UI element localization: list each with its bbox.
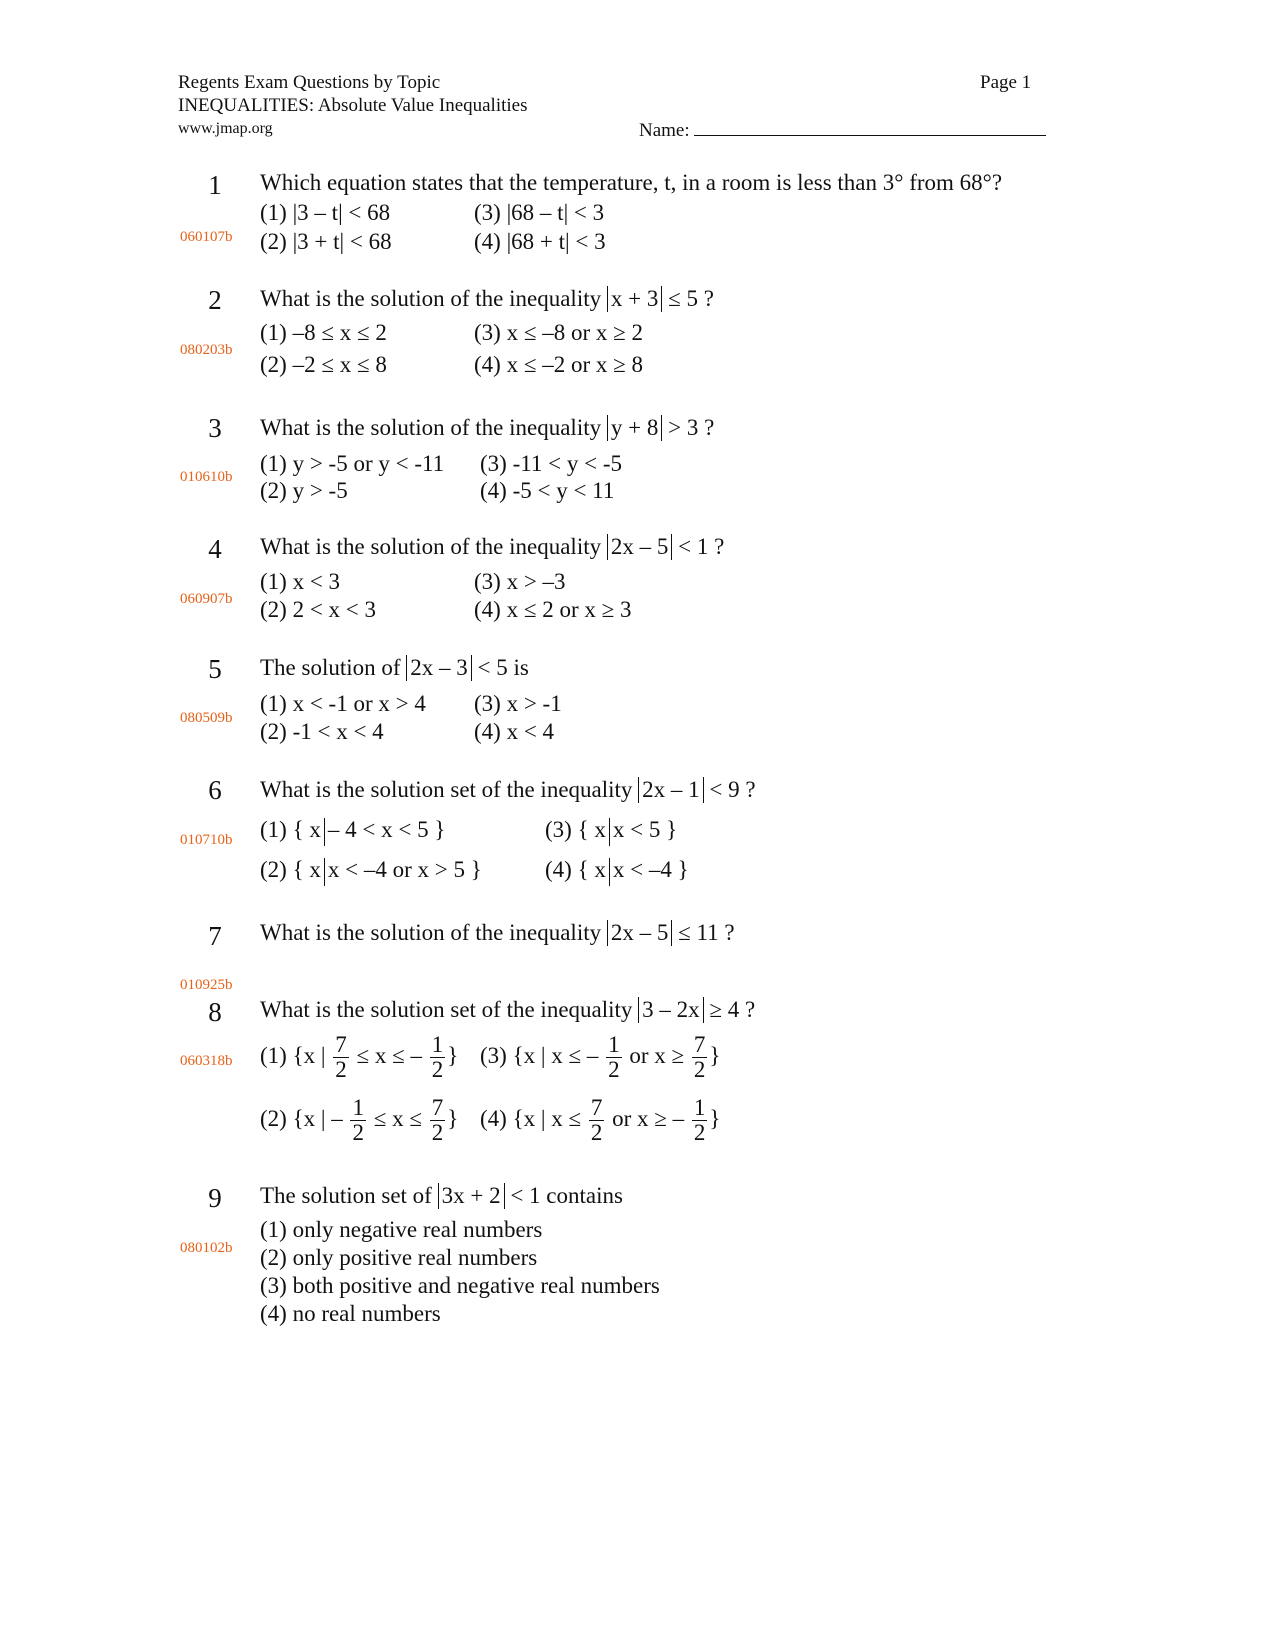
question-text xyxy=(260,534,724,560)
question-relation: > 3 ? xyxy=(668,415,715,440)
absolute-value-expression: x + 3 xyxy=(607,286,662,312)
question-prompt: What is the solution of the inequality xyxy=(260,920,602,945)
question-text xyxy=(260,777,756,803)
set-variable: { x xyxy=(292,817,321,842)
option-prefix: {x | xyxy=(292,1042,326,1068)
question-number: 7 xyxy=(208,921,222,951)
option: (4) x < 4 xyxy=(474,719,555,744)
option xyxy=(260,857,482,886)
question-number: 6 xyxy=(208,775,222,805)
set-builder-bar xyxy=(609,858,610,886)
option: (1) x < 3 xyxy=(260,569,341,594)
question-text xyxy=(260,415,714,441)
set-variable: { x xyxy=(577,857,606,882)
option-middle: or x ≥ – xyxy=(612,1105,685,1131)
option: (2) y > -5 xyxy=(260,478,348,503)
option xyxy=(260,1096,458,1145)
option-suffix: } xyxy=(447,1105,459,1131)
set-condition: x < 5 } xyxy=(612,817,678,842)
question-prompt: What is the solution set of the inequality xyxy=(260,997,633,1022)
option-prefix: {x | x ≤ – xyxy=(512,1042,599,1068)
option: (2) only positive real numbers xyxy=(260,1245,538,1270)
fraction xyxy=(350,1096,366,1145)
fraction xyxy=(430,1096,446,1145)
question-text xyxy=(260,1183,623,1209)
option: (3) -11 < y < -5 xyxy=(480,451,622,476)
option: (4) x ≤ 2 or x ≥ 3 xyxy=(474,597,632,622)
option: (2) –2 ≤ x ≤ 8 xyxy=(260,352,387,377)
absolute-value-expression: 3x + 2 xyxy=(438,1183,505,1209)
option: (4) no real numbers xyxy=(260,1301,441,1326)
question-id: 080509b xyxy=(180,710,233,726)
question-number: 5 xyxy=(208,654,222,684)
fraction-denominator: 2 xyxy=(352,1120,364,1146)
option-label: (4) xyxy=(480,1105,507,1131)
question-relation: < 1 ? xyxy=(678,534,725,559)
fraction-denominator: 2 xyxy=(431,1057,444,1083)
set-builder-bar xyxy=(324,818,325,846)
fraction-numerator: 7 xyxy=(431,1095,444,1120)
fraction-numerator: 1 xyxy=(352,1095,364,1120)
set-condition: x < –4 or x > 5 } xyxy=(327,857,482,882)
option: (1) |3 – t| < 68 xyxy=(260,200,391,225)
fraction-denominator: 2 xyxy=(693,1120,706,1146)
option xyxy=(545,817,677,846)
option: (2) 2 < x < 3 xyxy=(260,597,377,622)
absolute-value-expression: y + 8 xyxy=(607,415,662,441)
option xyxy=(545,857,689,886)
question-id: 060318b xyxy=(180,1053,233,1069)
option: (4) |68 + t| < 3 xyxy=(474,229,606,254)
question-prompt: What is the solution of the inequality xyxy=(260,534,602,559)
fraction-numerator: 1 xyxy=(608,1032,620,1057)
fraction xyxy=(430,1033,446,1082)
option-label: (2) xyxy=(260,857,287,882)
option: (2) -1 < x < 4 xyxy=(260,719,384,744)
option-suffix: } xyxy=(709,1105,721,1131)
option-middle: ≤ x ≤ – xyxy=(356,1042,422,1068)
option-label: (3) xyxy=(480,1042,507,1068)
question-number: 4 xyxy=(208,534,222,564)
option-label: (4) xyxy=(545,857,572,882)
option: (3) x ≤ –8 or x ≥ 2 xyxy=(474,320,643,345)
option: (3) x > -1 xyxy=(474,691,562,716)
set-variable: { x xyxy=(292,857,321,882)
fraction-numerator: 7 xyxy=(693,1032,706,1057)
option-middle: ≤ x ≤ xyxy=(373,1105,422,1131)
set-builder-bar xyxy=(324,858,325,886)
question-relation: ≤ 5 ? xyxy=(668,286,714,311)
set-builder-bar xyxy=(609,818,610,846)
fraction-denominator: 2 xyxy=(608,1057,620,1083)
fraction-numerator: 7 xyxy=(590,1095,603,1120)
option-suffix: } xyxy=(709,1042,721,1068)
option-label: (1) xyxy=(260,817,287,842)
absolute-value-expression: 2x – 3 xyxy=(406,655,472,681)
question-prompt: The solution of xyxy=(260,655,401,680)
question-text xyxy=(260,286,714,312)
header-subtitle: INEQUALITIES: Absolute Value Inequalities xyxy=(178,95,528,116)
question-number: 2 xyxy=(208,285,222,315)
option xyxy=(260,817,445,846)
question-text: Which equation states that the temperature, t, in a room is less than 3° from 68°? xyxy=(260,170,1003,195)
option-label: (1) xyxy=(260,1042,287,1068)
question-prompt: What is the solution set of the inequality xyxy=(260,777,633,802)
question-number: 3 xyxy=(208,413,222,443)
fraction-denominator: 2 xyxy=(431,1120,444,1146)
fraction-numerator: 1 xyxy=(693,1095,706,1120)
question-relation: ≥ 4 ? xyxy=(709,997,756,1022)
option-label: (2) xyxy=(260,1105,287,1131)
fraction-numerator: 1 xyxy=(431,1032,444,1057)
option: (2) |3 + t| < 68 xyxy=(260,229,392,254)
option: (1) –8 ≤ x ≤ 2 xyxy=(260,320,387,345)
option: (1) x < -1 or x > 4 xyxy=(260,691,426,716)
fraction-denominator: 2 xyxy=(693,1057,706,1083)
set-variable: { x xyxy=(577,817,606,842)
header-website: www.jmap.org xyxy=(178,120,273,137)
question-text xyxy=(260,655,529,681)
name-line xyxy=(694,117,1046,136)
option: (4) -5 < y < 11 xyxy=(480,478,615,503)
question-id: 060107b xyxy=(180,229,233,245)
question-prompt: What is the solution of the inequality xyxy=(260,286,602,311)
set-condition: – 4 < x < 5 } xyxy=(327,817,446,842)
absolute-value-expression: 3 – 2x xyxy=(638,997,704,1023)
fraction xyxy=(589,1096,605,1145)
fraction xyxy=(606,1033,622,1082)
question-number: 9 xyxy=(208,1183,222,1213)
option xyxy=(260,1033,458,1082)
fraction-denominator: 2 xyxy=(335,1057,347,1083)
option-middle: or x ≥ xyxy=(629,1042,685,1068)
absolute-value-expression: 2x – 1 xyxy=(638,777,704,803)
option: (1) y > -5 or y < -11 xyxy=(260,451,445,476)
question-id: 010925b xyxy=(180,977,233,993)
fraction xyxy=(692,1033,708,1082)
question-relation: < 9 ? xyxy=(709,777,756,802)
question-id: 080102b xyxy=(180,1240,233,1256)
absolute-value-expression: 2x – 5 xyxy=(607,534,673,560)
option xyxy=(480,1033,720,1082)
question-relation: < 5 is xyxy=(477,655,529,680)
question-number: 8 xyxy=(208,997,222,1027)
fraction xyxy=(333,1033,349,1082)
option-prefix: {x | x ≤ xyxy=(512,1105,582,1131)
question-relation: < 1 contains xyxy=(510,1183,623,1208)
name-label: Name: xyxy=(639,120,690,141)
question-text xyxy=(260,997,755,1023)
question-prompt: The solution set of xyxy=(260,1183,432,1208)
name-field[interactable] xyxy=(639,117,1046,142)
fraction-numerator: 7 xyxy=(335,1032,347,1057)
option: (1) only negative real numbers xyxy=(260,1217,543,1242)
question-id: 010610b xyxy=(180,469,233,485)
header-title: Regents Exam Questions by Topic xyxy=(178,72,441,93)
page-number: Page 1 xyxy=(980,72,1032,93)
question-relation: ≤ 11 ? xyxy=(678,920,735,945)
option: (3) |68 – t| < 3 xyxy=(474,200,605,225)
absolute-value-expression: 2x – 5 xyxy=(607,920,673,946)
option: (3) both positive and negative real numbers xyxy=(260,1273,660,1298)
question-id: 080203b xyxy=(180,342,233,358)
fraction-denominator: 2 xyxy=(590,1120,603,1146)
option xyxy=(480,1096,720,1145)
question-id: 060907b xyxy=(180,591,233,607)
option-label: (3) xyxy=(545,817,572,842)
set-condition: x < –4 } xyxy=(612,857,689,882)
question-text xyxy=(260,920,735,946)
option-suffix: } xyxy=(447,1042,459,1068)
question-number: 1 xyxy=(208,170,222,200)
option: (4) x ≤ –2 or x ≥ 8 xyxy=(474,352,643,377)
option: (3) x > –3 xyxy=(474,569,566,594)
option-prefix: {x | – xyxy=(292,1105,343,1131)
question-prompt: What is the solution of the inequality xyxy=(260,415,602,440)
question-id: 010710b xyxy=(180,832,233,848)
fraction xyxy=(692,1096,708,1145)
